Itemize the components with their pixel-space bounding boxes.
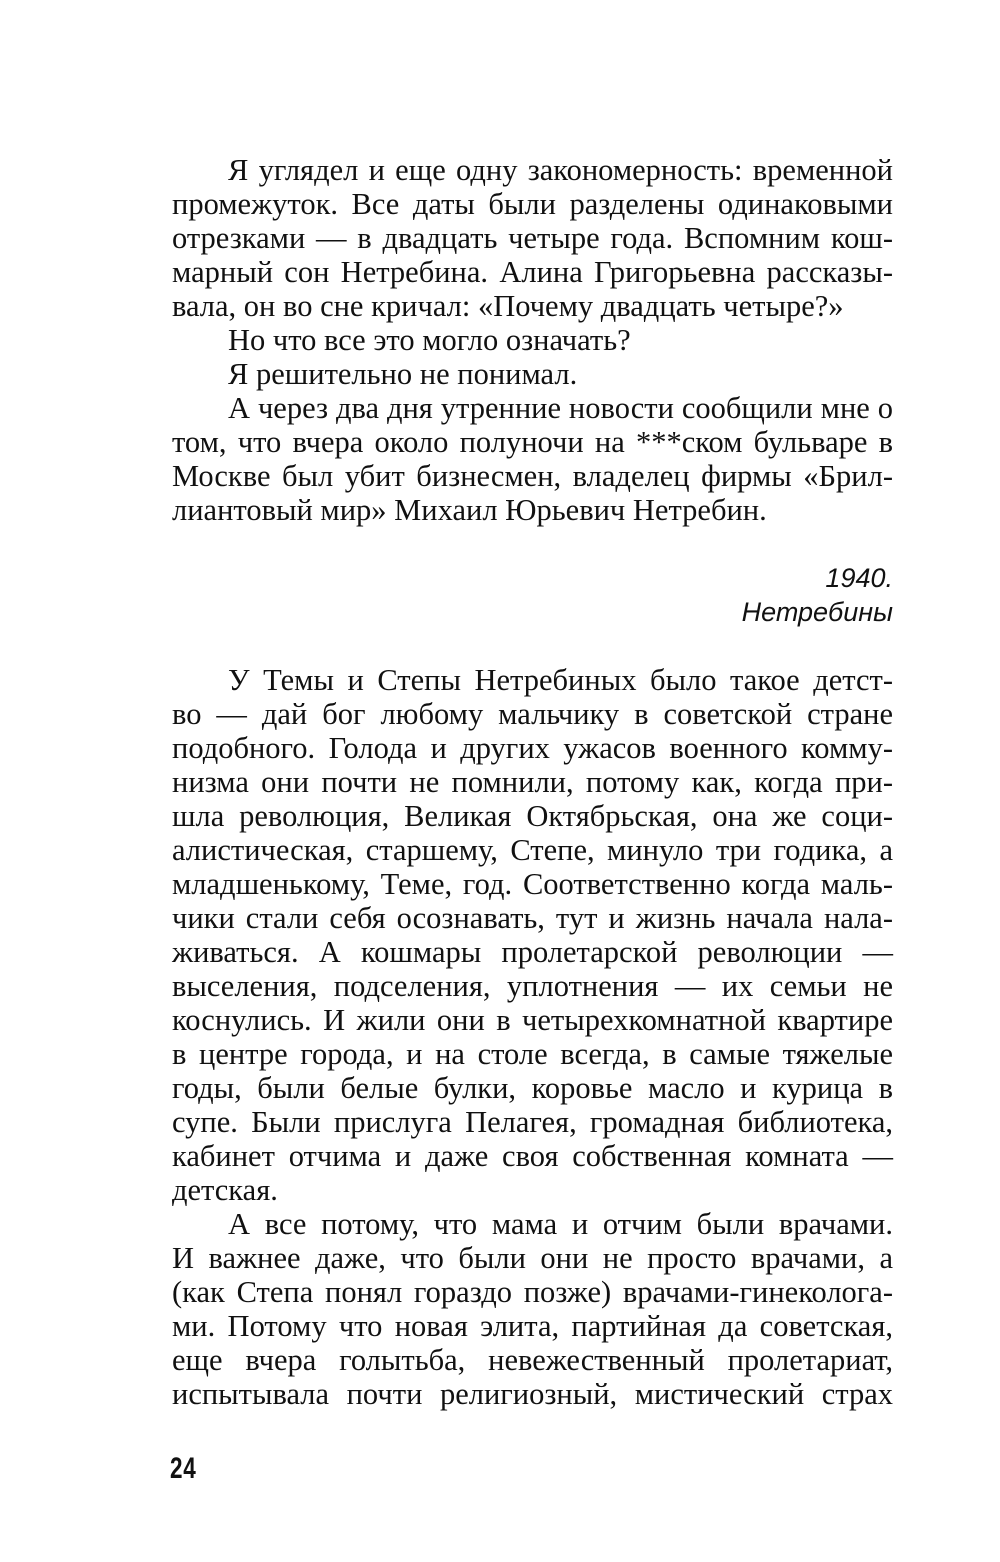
text-line: том, что вчера около полуночи на ***ском бульваре в (172, 425, 893, 459)
text-line: еще вчера голытьба, невежественный пролетариат, (172, 1343, 893, 1377)
text-line: ми. Потому что новая элита, партийная да советская, (172, 1309, 893, 1343)
text-line: алистическая, старшему, Степе, минуло три годика, а (172, 833, 893, 867)
text-line: Москве был убит бизнесмен, владелец фирмы «Брил- (172, 459, 893, 493)
text-line: вала, он во сне кричал: «Почему двадцать четыре?» (172, 289, 844, 323)
section-title: Нетребины (741, 597, 893, 627)
text-line: У Темы и Степы Нетребиных было такое детст- (228, 663, 893, 697)
text-line: лиантовый мир» Михаил Юрьевич Нетребин. (172, 493, 767, 527)
text-line: марный сон Нетребина. Алина Григорьевна рассказы- (172, 255, 893, 289)
text-line: А все потому, что мама и отчим были врачами. (228, 1207, 893, 1241)
text-line: низма они почти не помнили, потому как, когда при- (172, 765, 893, 799)
text-line: (как Степа понял гораздо позже) врачами-гинекологa- (172, 1275, 893, 1309)
text-line: живаться. А кошмары пролетарской революции — (172, 935, 893, 969)
text-line: кабинет отчима и даже своя собственная комната — (172, 1139, 893, 1173)
text-line: Я углядел и еще одну закономерность: временной (228, 153, 893, 187)
text-line: в центре города, и на столе всегда, в самые тяжелые (172, 1037, 893, 1071)
text-line: Но что все это могло означать? (228, 323, 631, 357)
page-number: 24 (170, 1452, 197, 1485)
text-line: супе. Были прислуга Пелагея, громадная библиотека, (172, 1105, 893, 1139)
text-line: А через два дня утренние новости сообщили мне о (228, 391, 893, 425)
text-line: подобного. Голода и других ужасов военного комму- (172, 731, 893, 765)
text-line: отрезками — в двадцать четыре года. Вспомним кош- (172, 221, 893, 255)
text-line: годы, были белые булки, коровье масло и курица в (172, 1071, 893, 1105)
text-line: испытывала почти религиозный, мистический страх (172, 1377, 893, 1411)
text-line: чики стали себя осознавать, тут и жизнь начала нала- (172, 901, 893, 935)
text-line: Я решительно не понимал. (228, 357, 578, 391)
section-year: 1940. (825, 563, 893, 593)
text-line: И важнее даже, что были они не просто врачами, а (172, 1241, 893, 1275)
text-line: во — дай бог любому мальчику в советской стране (172, 697, 893, 731)
text-line: промежуток. Все даты были разделены одинаковыми (172, 187, 893, 221)
text-line: младшенькому, Теме, год. Соответственно когда маль- (172, 867, 893, 901)
text-line: шла революция, Великая Октябрьская, она же соци- (172, 799, 893, 833)
text-line: коснулись. И жили они в четырехкомнатной квартире (172, 1003, 893, 1037)
text-line: выселения, подселения, уплотнения — их семьи не (172, 969, 893, 1003)
text-line: детская. (172, 1173, 278, 1207)
